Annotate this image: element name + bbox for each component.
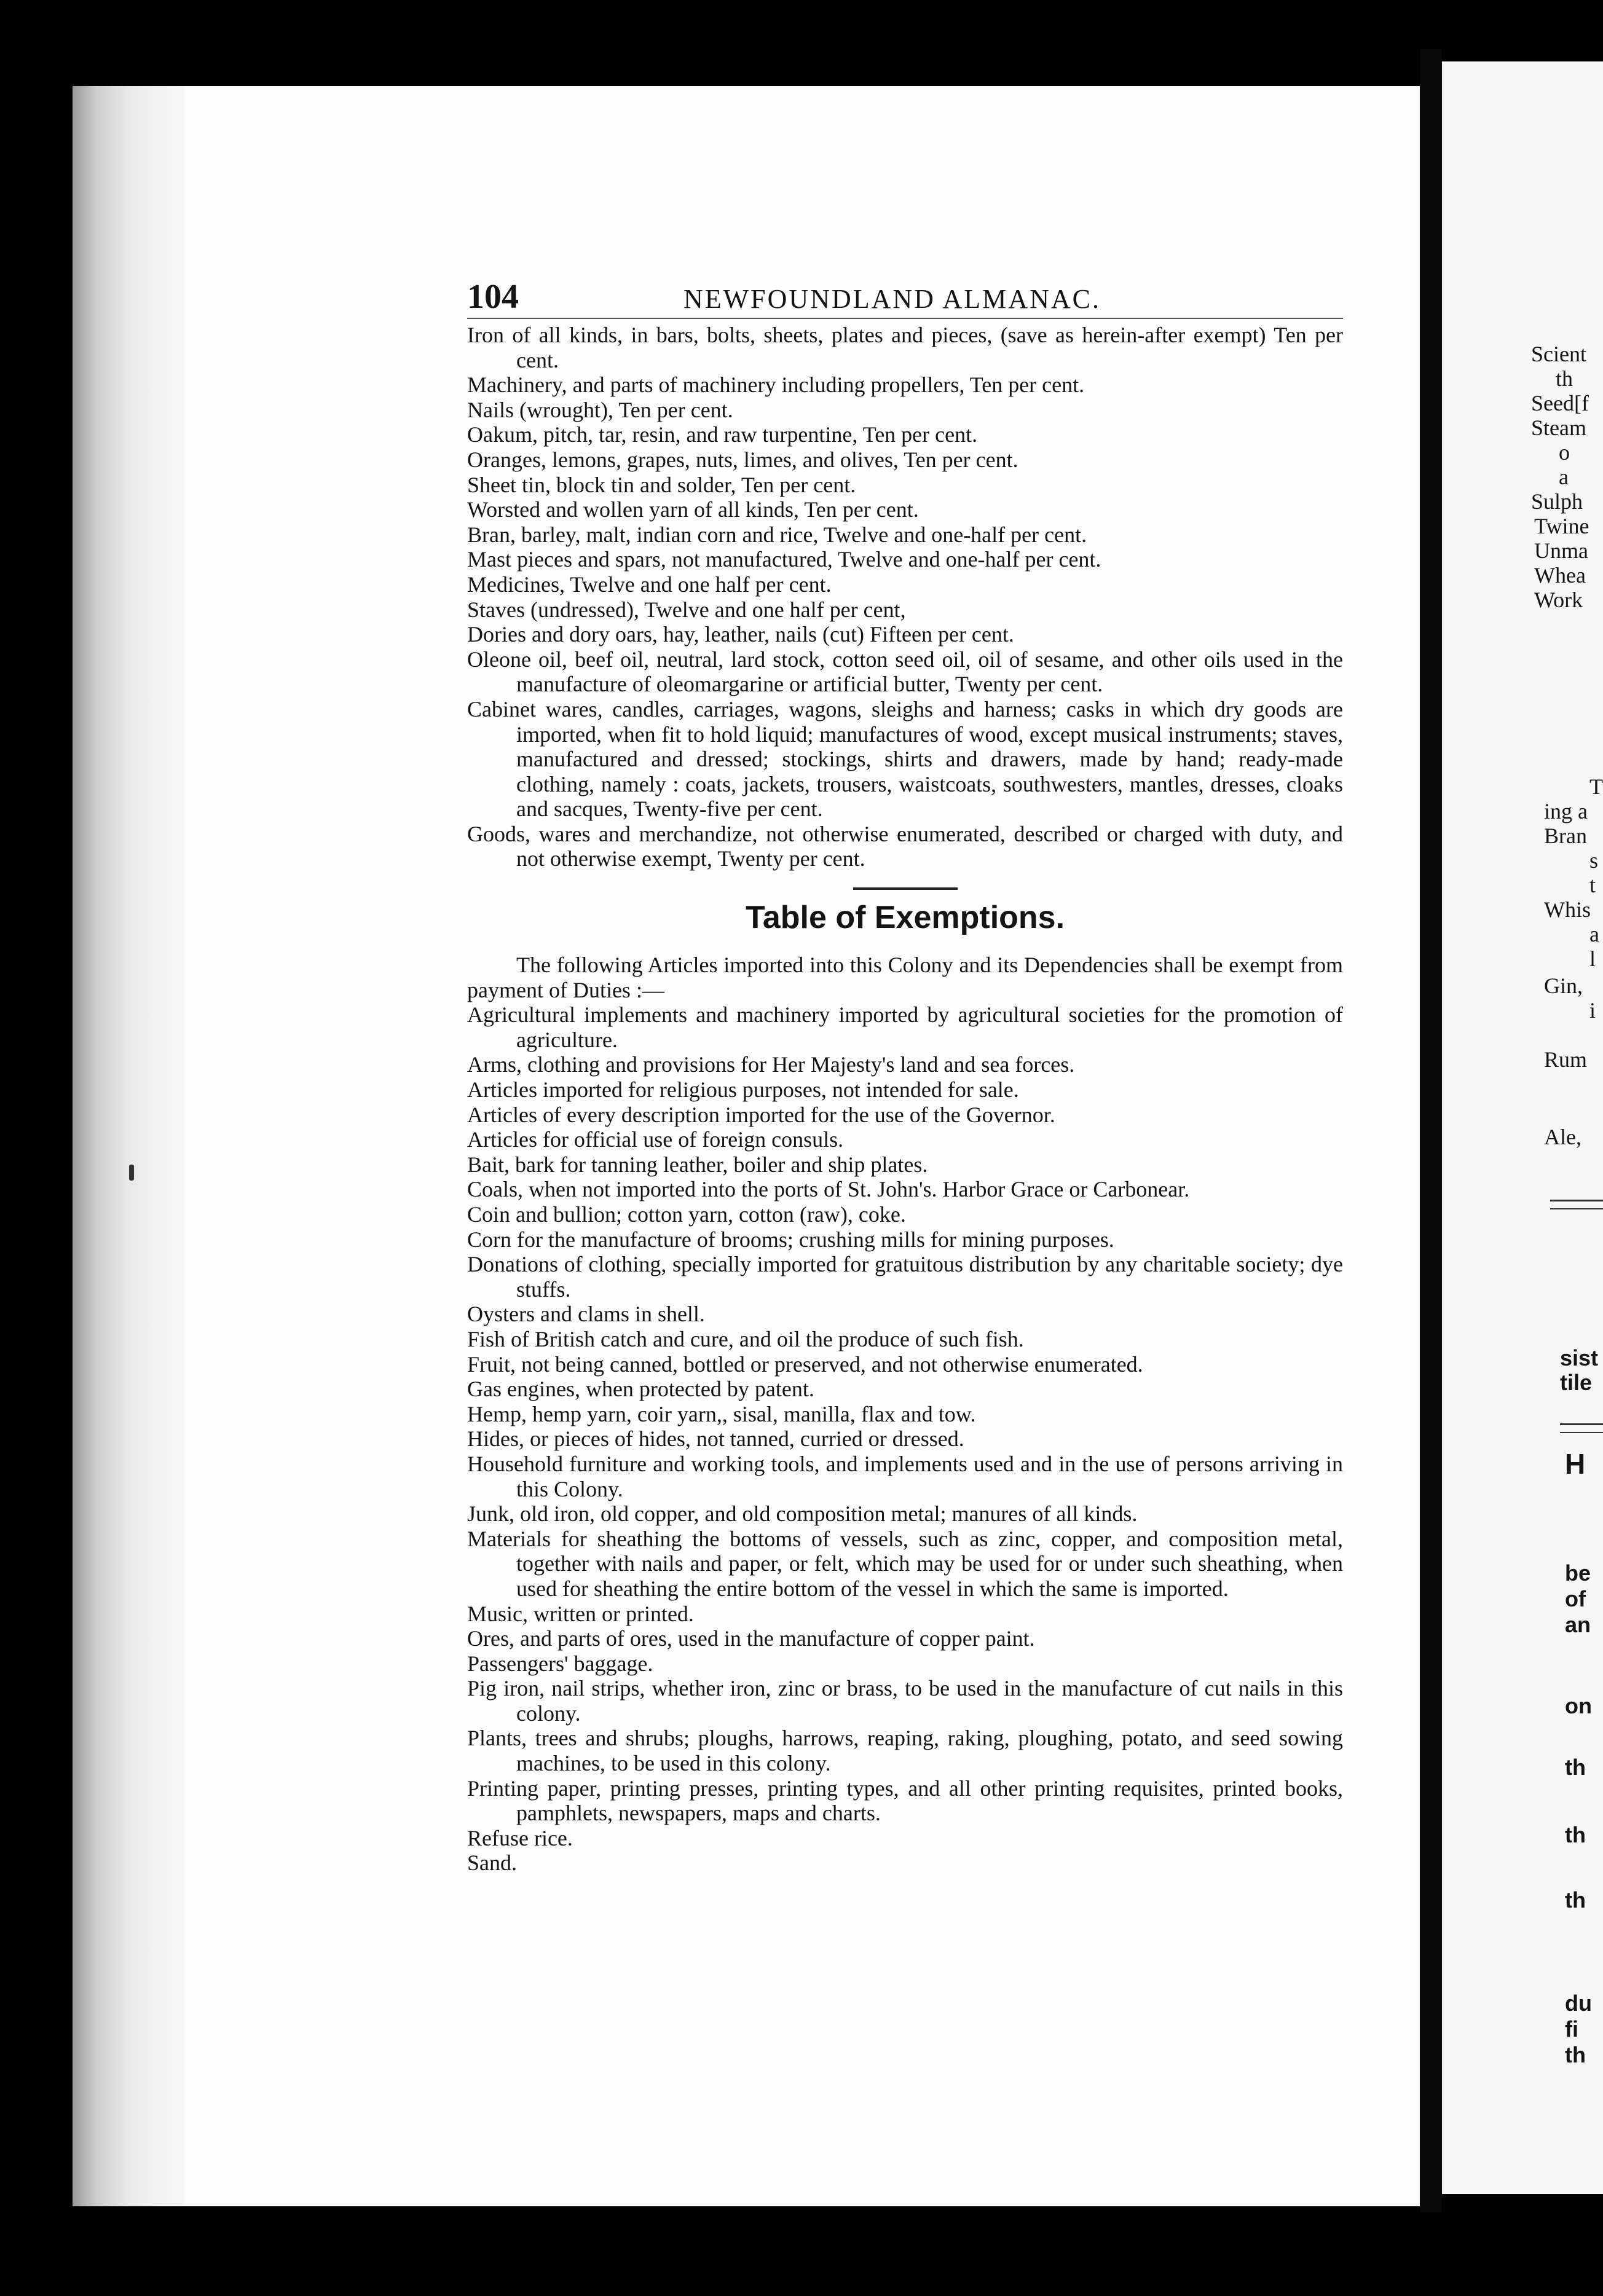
exemption-item: Passengers' baggage. [467, 1651, 653, 1676]
tariff-item: Nails (wrought), Ten per cent. [467, 397, 733, 422]
facing-fragment: H [1565, 1448, 1586, 1480]
facing-page [1442, 61, 1603, 2194]
exemption-item: Sand. [467, 1850, 517, 1876]
facing-fragment: th [1565, 1755, 1586, 1780]
facing-fragment: fi [1565, 2016, 1578, 2042]
exemption-item: Printing paper, printing presses, printing types, and all other printing requisites, printed books, pamphlets, newspapers, maps and charts. [467, 1775, 1343, 1826]
exemption-item: Pig iron, nail strips, whether iron, zinc or brass, to be used in the manufacture of cut nails in this colony. [467, 1676, 1343, 1726]
facing-fragment: th [1556, 366, 1573, 391]
facing-fragment: Whea [1534, 563, 1586, 588]
facing-rule [1560, 1423, 1603, 1425]
exemption-item: Gas engines, when protected by patent. [467, 1377, 814, 1402]
tariff-list [467, 323, 1343, 871]
tariff-item: Bran, barley, malt, indian corn and rice, Twelve and one-half per cent. [467, 522, 1087, 547]
exemption-item: Articles for official use of foreign consuls. [467, 1127, 844, 1152]
tariff-item: Mast pieces and spars, not manufactured, Twelve and one-half per cent. [467, 547, 1101, 572]
facing-rule [1550, 1200, 1603, 1201]
facing-fragment: th [1565, 1887, 1586, 1913]
facing-fragment: du [1565, 1991, 1592, 2016]
facing-fragment: of [1565, 1586, 1586, 1611]
book-page-edge [73, 86, 195, 2206]
facing-rule [1560, 1432, 1603, 1433]
facing-fragment: th [1565, 2042, 1586, 2067]
facing-fragment: o [1559, 440, 1570, 465]
exemption-item: Articles of every description imported for the use of the Governor. [467, 1102, 1055, 1127]
exemptions-list [467, 1002, 1343, 1876]
book-gutter [1420, 49, 1442, 2212]
facing-fragment: Steam [1531, 415, 1586, 440]
facing-fragment: on [1565, 1693, 1592, 1718]
facing-fragment: a [1559, 465, 1569, 489]
exemption-item: Hemp, hemp yarn, coir yarn,, sisal, manilla, flax and tow. [467, 1401, 976, 1426]
tariff-item: Sheet tin, block tin and solder, Ten per cent. [467, 472, 856, 497]
facing-fragment: T [1589, 774, 1603, 799]
facing-fragment: Ale, [1544, 1125, 1581, 1149]
exemption-item: Junk, old iron, old copper, and old composition metal; manures of all kinds. [467, 1501, 1138, 1527]
tariff-item: Goods, wares and merchandize, not otherwise enumerated, described or charged with duty, and not otherwise exempt, Twenty per cent. [467, 821, 1343, 871]
exemption-item: Refuse rice. [467, 1825, 573, 1850]
running-title: NEWFOUNDLAND ALMANAC. [683, 284, 1101, 314]
facing-fragment: Sulph [1531, 489, 1583, 514]
page-content [467, 280, 1343, 1876]
section-heading: Table of Exemptions. [745, 900, 1065, 936]
tariff-item: Medicines, Twelve and one half per cent. [467, 572, 832, 597]
tariff-item: Machinery, and parts of machinery including propellers, Ten per cent. [467, 372, 1085, 398]
facing-fragment: Whis [1544, 897, 1591, 922]
tariff-item: Dories and dory oars, hay, leather, nails (cut) Fifteen per cent. [467, 622, 1014, 647]
tariff-item: Iron of all kinds, in bars, bolts, sheets, plates and pieces, (save as herein-after exempt) Ten per cent. [467, 323, 1343, 372]
running-header [467, 280, 1343, 319]
exemption-item: Agricultural implements and machinery imported by agricultural societies for the promotion of agriculture. [467, 1002, 1343, 1052]
exemption-item: Coals, when not imported into the ports of St. John's. Harbor Grace or Carbonear. [467, 1177, 1190, 1202]
facing-fragment: l [1589, 946, 1596, 971]
tariff-item: Cabinet wares, candles, carriages, wagons, sleighs and harness; casks in which dry goods are imported, when fit to hold liquid; manufactures of wood, except musical instruments; staves, manufactured and dressed; stockings, shirts and drawers, made by hand; ready-made clothing, namely : coats, jackets, trousers, waistcoats, southwesters, mantles, dresses, cloaks and sacques, Twenty-five per cent. [467, 696, 1343, 822]
facing-fragment: sist [1560, 1345, 1599, 1370]
facing-fragment: be [1565, 1560, 1591, 1586]
facing-fragment: i [1589, 998, 1596, 1023]
facing-fragment: Twine [1534, 514, 1589, 538]
exemption-item: Corn for the manufacture of brooms; crushing mills for mining purposes. [467, 1227, 1114, 1252]
exemption-item: Bait, bark for tanning leather, boiler and ship plates. [467, 1152, 928, 1177]
tariff-item: Staves (undressed), Twelve and one half per cent, [467, 597, 906, 622]
facing-page-text [1442, 61, 1603, 2194]
facing-fragment: t [1589, 873, 1596, 897]
facing-fragment: tile [1560, 1370, 1593, 1395]
facing-fragment: an [1565, 1612, 1591, 1637]
exemption-item: Donations of clothing, specially imported for gratuitous distribution by any charitable society; dye stuffs. [467, 1252, 1343, 1302]
exemption-item: Oysters and clams in shell. [467, 1302, 705, 1327]
tariff-item: Worsted and wollen yarn of all kinds, Ten per cent. [467, 497, 919, 522]
facing-fragment: Work [1534, 588, 1583, 612]
exemption-item: Fruit, not being canned, bottled or preserved, and not otherwise enumerated. [467, 1351, 1143, 1377]
tariff-item: Oranges, lemons, grapes, nuts, limes, and olives, Ten per cent. [467, 447, 1018, 472]
facing-fragment: a [1589, 922, 1599, 946]
facing-fragment: Rum [1544, 1047, 1588, 1072]
facing-fragment: Seed[f [1531, 391, 1589, 415]
section-rule [853, 887, 958, 890]
facing-fragment: ing a [1544, 799, 1588, 824]
facing-fragment: s [1589, 848, 1599, 873]
facing-rule [1550, 1208, 1603, 1209]
exemption-item: Household furniture and working tools, and implements used and in the use of persons arriving in this Colony. [467, 1451, 1343, 1501]
tariff-item: Oleone oil, beef oil, neutral, lard stock, cotton seed oil, oil of sesame, and other oils used in the manufacture of oleomargarine or artificial butter, Twenty per cent. [467, 647, 1343, 697]
exemption-item: Coin and bullion; cotton yarn, cotton (raw), coke. [467, 1202, 906, 1227]
exemption-item: Materials for sheathing the bottoms of vessels, such as zinc, copper, and composition metal, together with nails and paper, or felt, which may be used for or under such sheathing, when used for sheathing the entire bottom of the vessel in which the same is imported. [467, 1526, 1343, 1601]
exemptions-intro: The following Articles imported into this Colony and its Dependencies shall be exempt from payment of Duties :— [467, 953, 1343, 1002]
exemption-item: Plants, trees and shrubs; ploughs, harrows, reaping, raking, ploughing, potato, and seed sowing machines, to be used in this colony. [467, 1726, 1343, 1776]
exemption-item: Hides, or pieces of hides, not tanned, curried or dressed. [467, 1426, 964, 1452]
margin-ink-mark [129, 1165, 134, 1181]
page-number: 104 [467, 278, 519, 316]
facing-fragment: Gin, [1544, 973, 1583, 998]
exemption-item: Ores, and parts of ores, used in the manufacture of copper paint. [467, 1626, 1035, 1651]
tariff-item: Oakum, pitch, tar, resin, and raw turpentine, Ten per cent. [467, 422, 978, 447]
facing-fragment: Bran [1544, 824, 1587, 848]
facing-fragment: th [1565, 1822, 1586, 1847]
facing-fragment: Scient [1531, 342, 1586, 366]
exemption-item: Articles imported for religious purposes, not intended for sale. [467, 1077, 1019, 1103]
facing-fragment: Unma [1534, 538, 1588, 563]
exemption-item: Arms, clothing and provisions for Her Majesty's land and sea forces. [467, 1052, 1075, 1077]
exemption-item: Music, written or printed. [467, 1601, 694, 1626]
exemption-item: Fish of British catch and cure, and oil the produce of such fish. [467, 1326, 1024, 1351]
